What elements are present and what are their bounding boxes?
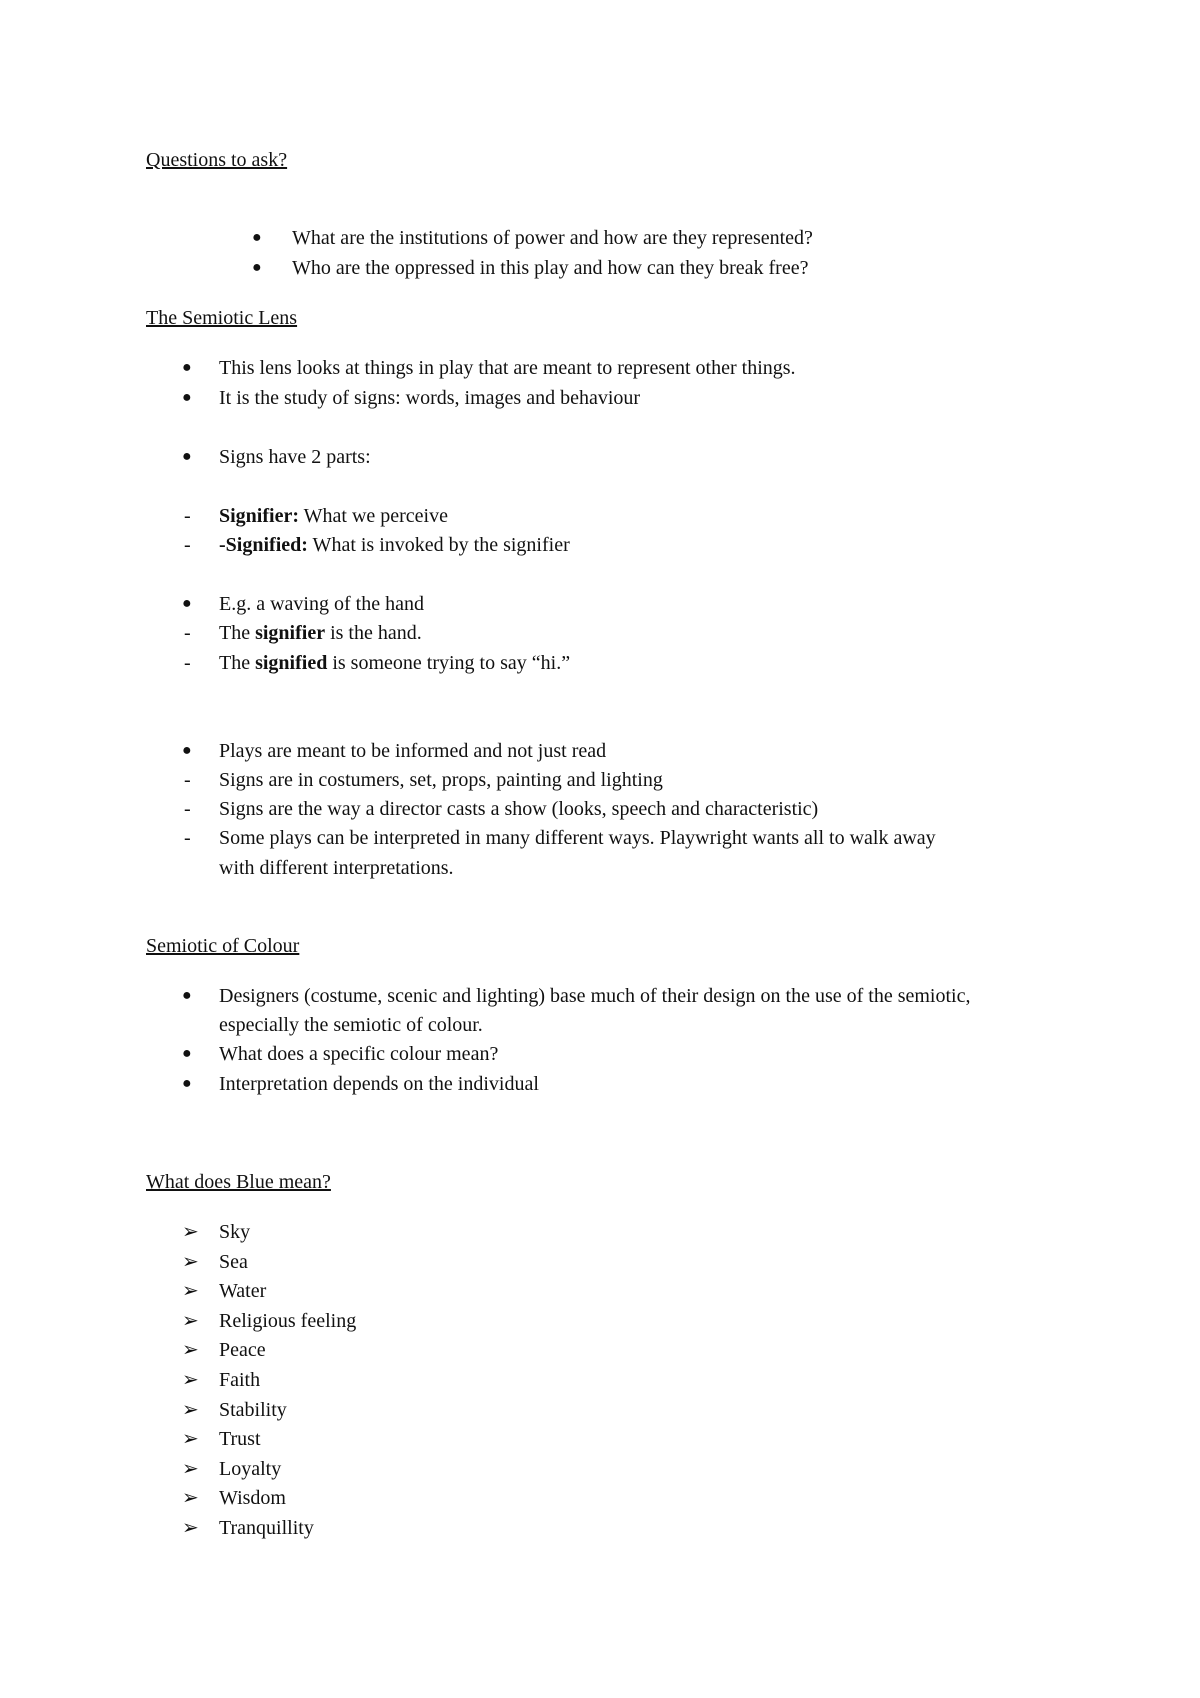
example-signified — [219, 651, 570, 675]
bullet-icon: ● — [182, 389, 192, 406]
dash-icon: - — [184, 652, 191, 674]
blue-meaning-item: Sky — [219, 1221, 251, 1243]
semiotic-lens-heading: The Semiotic Lens — [146, 307, 298, 329]
blue-meaning-item: Tranquillity — [219, 1517, 314, 1539]
colour-item: What does a specific colour mean? — [219, 1043, 499, 1065]
example-text: is the hand. — [325, 622, 422, 644]
signified-text: What is invoked by the signifier — [307, 534, 570, 556]
signified-prefix: - — [219, 534, 226, 556]
bullet-icon: ● — [182, 742, 192, 759]
signifier-term: Signifier: — [219, 505, 299, 527]
blue-meaning-item: Water — [219, 1280, 267, 1302]
dash-icon: - — [184, 769, 191, 791]
bullet-icon: ● — [252, 259, 262, 276]
example-text: is someone trying to say “hi.” — [327, 652, 571, 674]
bullet-icon: ● — [182, 987, 192, 1004]
arrow-bullet-icon: ➢ — [182, 1487, 199, 1509]
colour-item-continued: especially the semiotic of colour. — [219, 1014, 483, 1036]
blue-meaning-item: Faith — [219, 1369, 261, 1391]
arrow-bullet-icon: ➢ — [182, 1399, 199, 1421]
blue-meaning-item: Wisdom — [219, 1487, 286, 1509]
blue-heading: What does Blue mean? — [146, 1171, 331, 1193]
signifier-definition — [219, 504, 448, 528]
example-text: The — [219, 652, 256, 674]
lens-intro-item: It is the study of signs: words, images and behaviour — [219, 387, 641, 409]
arrow-bullet-icon: ➢ — [182, 1428, 199, 1450]
dash-icon: - — [184, 622, 191, 644]
colour-heading: Semiotic of Colour — [146, 935, 300, 957]
question-item: What are the institutions of power and how are they represented? — [292, 227, 813, 249]
example-term: signified — [255, 652, 328, 674]
arrow-bullet-icon: ➢ — [182, 1310, 199, 1332]
colour-item: Interpretation depends on the individual — [219, 1073, 539, 1095]
blue-meaning-item: Religious feeling — [219, 1310, 357, 1332]
arrow-bullet-icon: ➢ — [182, 1221, 199, 1243]
dash-icon: - — [184, 798, 191, 820]
blue-meaning-item: Stability — [219, 1399, 287, 1421]
dash-icon: - — [184, 827, 191, 849]
arrow-bullet-icon: ➢ — [182, 1458, 199, 1480]
signifier-text: What we perceive — [299, 505, 448, 527]
blue-meaning-item: Loyalty — [219, 1458, 282, 1480]
example-text: The — [219, 622, 256, 644]
bullet-icon: ● — [182, 595, 192, 612]
arrow-bullet-icon: ➢ — [182, 1251, 199, 1273]
plays-item: Plays are meant to be informed and not just read — [219, 740, 607, 762]
dash-icon: - — [184, 534, 191, 556]
blue-meaning-item: Trust — [219, 1428, 261, 1450]
arrow-bullet-icon: ➢ — [182, 1369, 199, 1391]
lens-intro-item: This lens looks at things in play that are meant to represent other things. — [219, 357, 796, 379]
example-signifier — [219, 621, 422, 645]
signs-parts-item: Signs have 2 parts: — [219, 446, 371, 468]
dash-icon: - — [184, 505, 191, 527]
arrow-bullet-icon: ➢ — [182, 1517, 199, 1539]
questions-heading: Questions to ask? — [146, 149, 288, 171]
arrow-bullet-icon: ➢ — [182, 1280, 199, 1302]
blue-meaning-item: Peace — [219, 1339, 266, 1361]
bullet-icon: ● — [182, 448, 192, 465]
example-term: signifier — [255, 622, 326, 644]
signified-term: Signified: — [225, 534, 308, 556]
arrow-bullet-icon: ➢ — [182, 1339, 199, 1361]
colour-item: Designers (costume, scenic and lighting) base much of their design on the use of the semiotic, — [219, 985, 971, 1007]
bullet-icon: ● — [252, 229, 262, 246]
bullet-icon: ● — [182, 359, 192, 376]
bullet-icon: ● — [182, 1075, 192, 1092]
blue-meaning-item: Sea — [219, 1251, 248, 1273]
question-item: Who are the oppressed in this play and how can they break free? — [292, 257, 809, 279]
plays-detail: Signs are in costumers, set, props, painting and lighting — [219, 769, 663, 791]
plays-detail-continued: with different interpretations. — [219, 857, 454, 879]
signified-definition — [219, 533, 570, 557]
bullet-icon: ● — [182, 1045, 192, 1062]
plays-detail: Some plays can be interpreted in many different ways. Playwright wants all to walk away — [219, 827, 936, 849]
plays-detail: Signs are the way a director casts a show (looks, speech and characteristic) — [219, 798, 819, 820]
example-item: E.g. a waving of the hand — [219, 593, 424, 615]
